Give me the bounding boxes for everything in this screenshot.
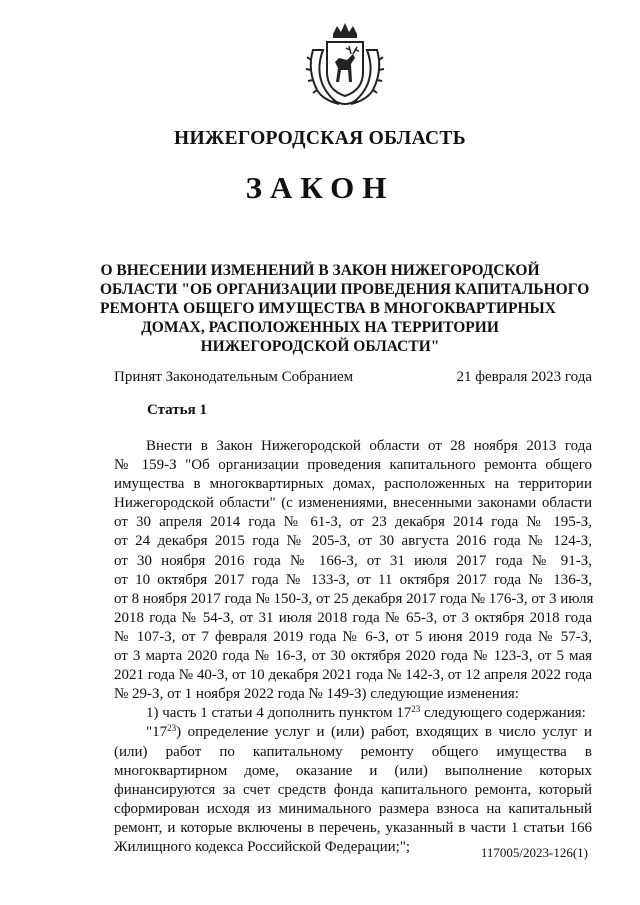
quote-open: "17: [146, 724, 168, 741]
quote-line: многоквартирном доме, оказание и (или) выполнение которых: [114, 762, 592, 779]
quote-line: (или) работ по капитальному ремонту общего имущества в: [114, 743, 592, 760]
body-line: имущества в многоквартирных домах, расположенных на территории: [114, 476, 592, 493]
adoption-text: Принят Законодательным Собранием: [114, 369, 354, 385]
quote-first-line: [114, 723, 592, 742]
quote-line: сформирован исходя из минимального размера взноса на капитальный: [114, 800, 592, 817]
title-line: ДОМАХ, РАСПОЛОЖЕННЫХ НА ТЕРРИТОРИИ: [141, 319, 499, 336]
body-line: 2018 года № 54-З, от 31 июля 2018 года № 65-З, от 3 октября 2018 года: [114, 609, 592, 626]
title-line: РЕМОНТА ОБЩЕГО ИМУЩЕСТВА В МНОГОКВАРТИРНЫХ: [100, 300, 556, 317]
body-line: от 3 марта 2020 года № 16-З, от 30 октября 2020 года № 123-З, от 5 мая: [114, 648, 592, 665]
quote-line: ремонт, и которые включены в перечень, указанный в части 1 статьи 166: [114, 819, 592, 836]
body-line: от 10 октября 2017 года № 133-З, от 11 октября 2017 года № 136-З,: [114, 571, 592, 588]
item-1-text-end: следующего содержания:: [420, 705, 586, 722]
quote-superscript: 23: [167, 723, 177, 734]
document-type: ЗАКОН: [245, 170, 395, 205]
article-body: [114, 437, 592, 857]
body-line: № 159-З "Об организации проведения капитального ремонта общего: [114, 457, 592, 474]
quote-line: финансируются за счет средств фонда капитального ремонта, который: [114, 781, 592, 798]
body-line: № 107-З, от 7 февраля 2019 года № 6-З, от 5 июня 2019 года № 57-З,: [114, 628, 592, 645]
item-1-superscript: 23: [411, 704, 421, 715]
body-line: Внести в Закон Нижегородской области от 28 ноября 2013 года: [146, 438, 592, 454]
law-title: [100, 261, 590, 356]
document-code: 117005/2023-126(1): [480, 845, 588, 860]
item-1-text: 1) часть 1 статьи 4 дополнить пунктом 17: [146, 705, 412, 722]
region-name: НИЖЕГОРОДСКАЯ ОБЛАСТЬ: [174, 128, 466, 149]
title-line: ОБЛАСТИ "ОБ ОРГАНИЗАЦИИ ПРОВЕДЕНИЯ КАПИТАЛЬНОГО: [100, 281, 590, 298]
adoption-date: 21 февраля 2023 года: [456, 369, 592, 385]
body-line: от 24 декабря 2015 года № 205-З, от 30 августа 2016 года № 124-З,: [114, 533, 592, 550]
body-line: Нижегородской области" (с изменениями, внесенными законами области: [114, 495, 592, 512]
article-heading: Статья 1: [147, 402, 207, 418]
body-line: 2021 года № 40-З, от 10 декабря 2021 года № 142-З, от 12 апреля 2022 года: [114, 667, 592, 684]
body-line: от 30 апреля 2014 года № 61-З, от 23 декабря 2014 года № 195-З,: [114, 514, 592, 531]
quote-first-text: ) определение услуг и (или) работ, входящих в число услуг и: [176, 724, 592, 741]
quote-line: Жилищного кодекса Российской Федерации;";: [114, 838, 411, 855]
body-line: № 29-З, от 1 ноября 2022 года № 149-З) следующие изменения:: [114, 686, 519, 703]
body-line: от 8 ноября 2017 года № 150-З, от 25 декабря 2017 года № 176-З, от 3 июля: [114, 590, 594, 607]
title-line: НИЖЕГОРОДСКОЙ ОБЛАСТИ": [200, 338, 440, 355]
body-line: от 30 ноября 2016 года № 166-З, от 31 июля 2017 года № 91-З,: [114, 552, 592, 569]
item-1-line: [114, 704, 592, 723]
title-line: О ВНЕСЕНИИ ИЗМЕНЕНИЙ В ЗАКОН НИЖЕГОРОДСКОЙ: [100, 262, 540, 279]
coat-of-arms-emblem: [303, 20, 387, 108]
